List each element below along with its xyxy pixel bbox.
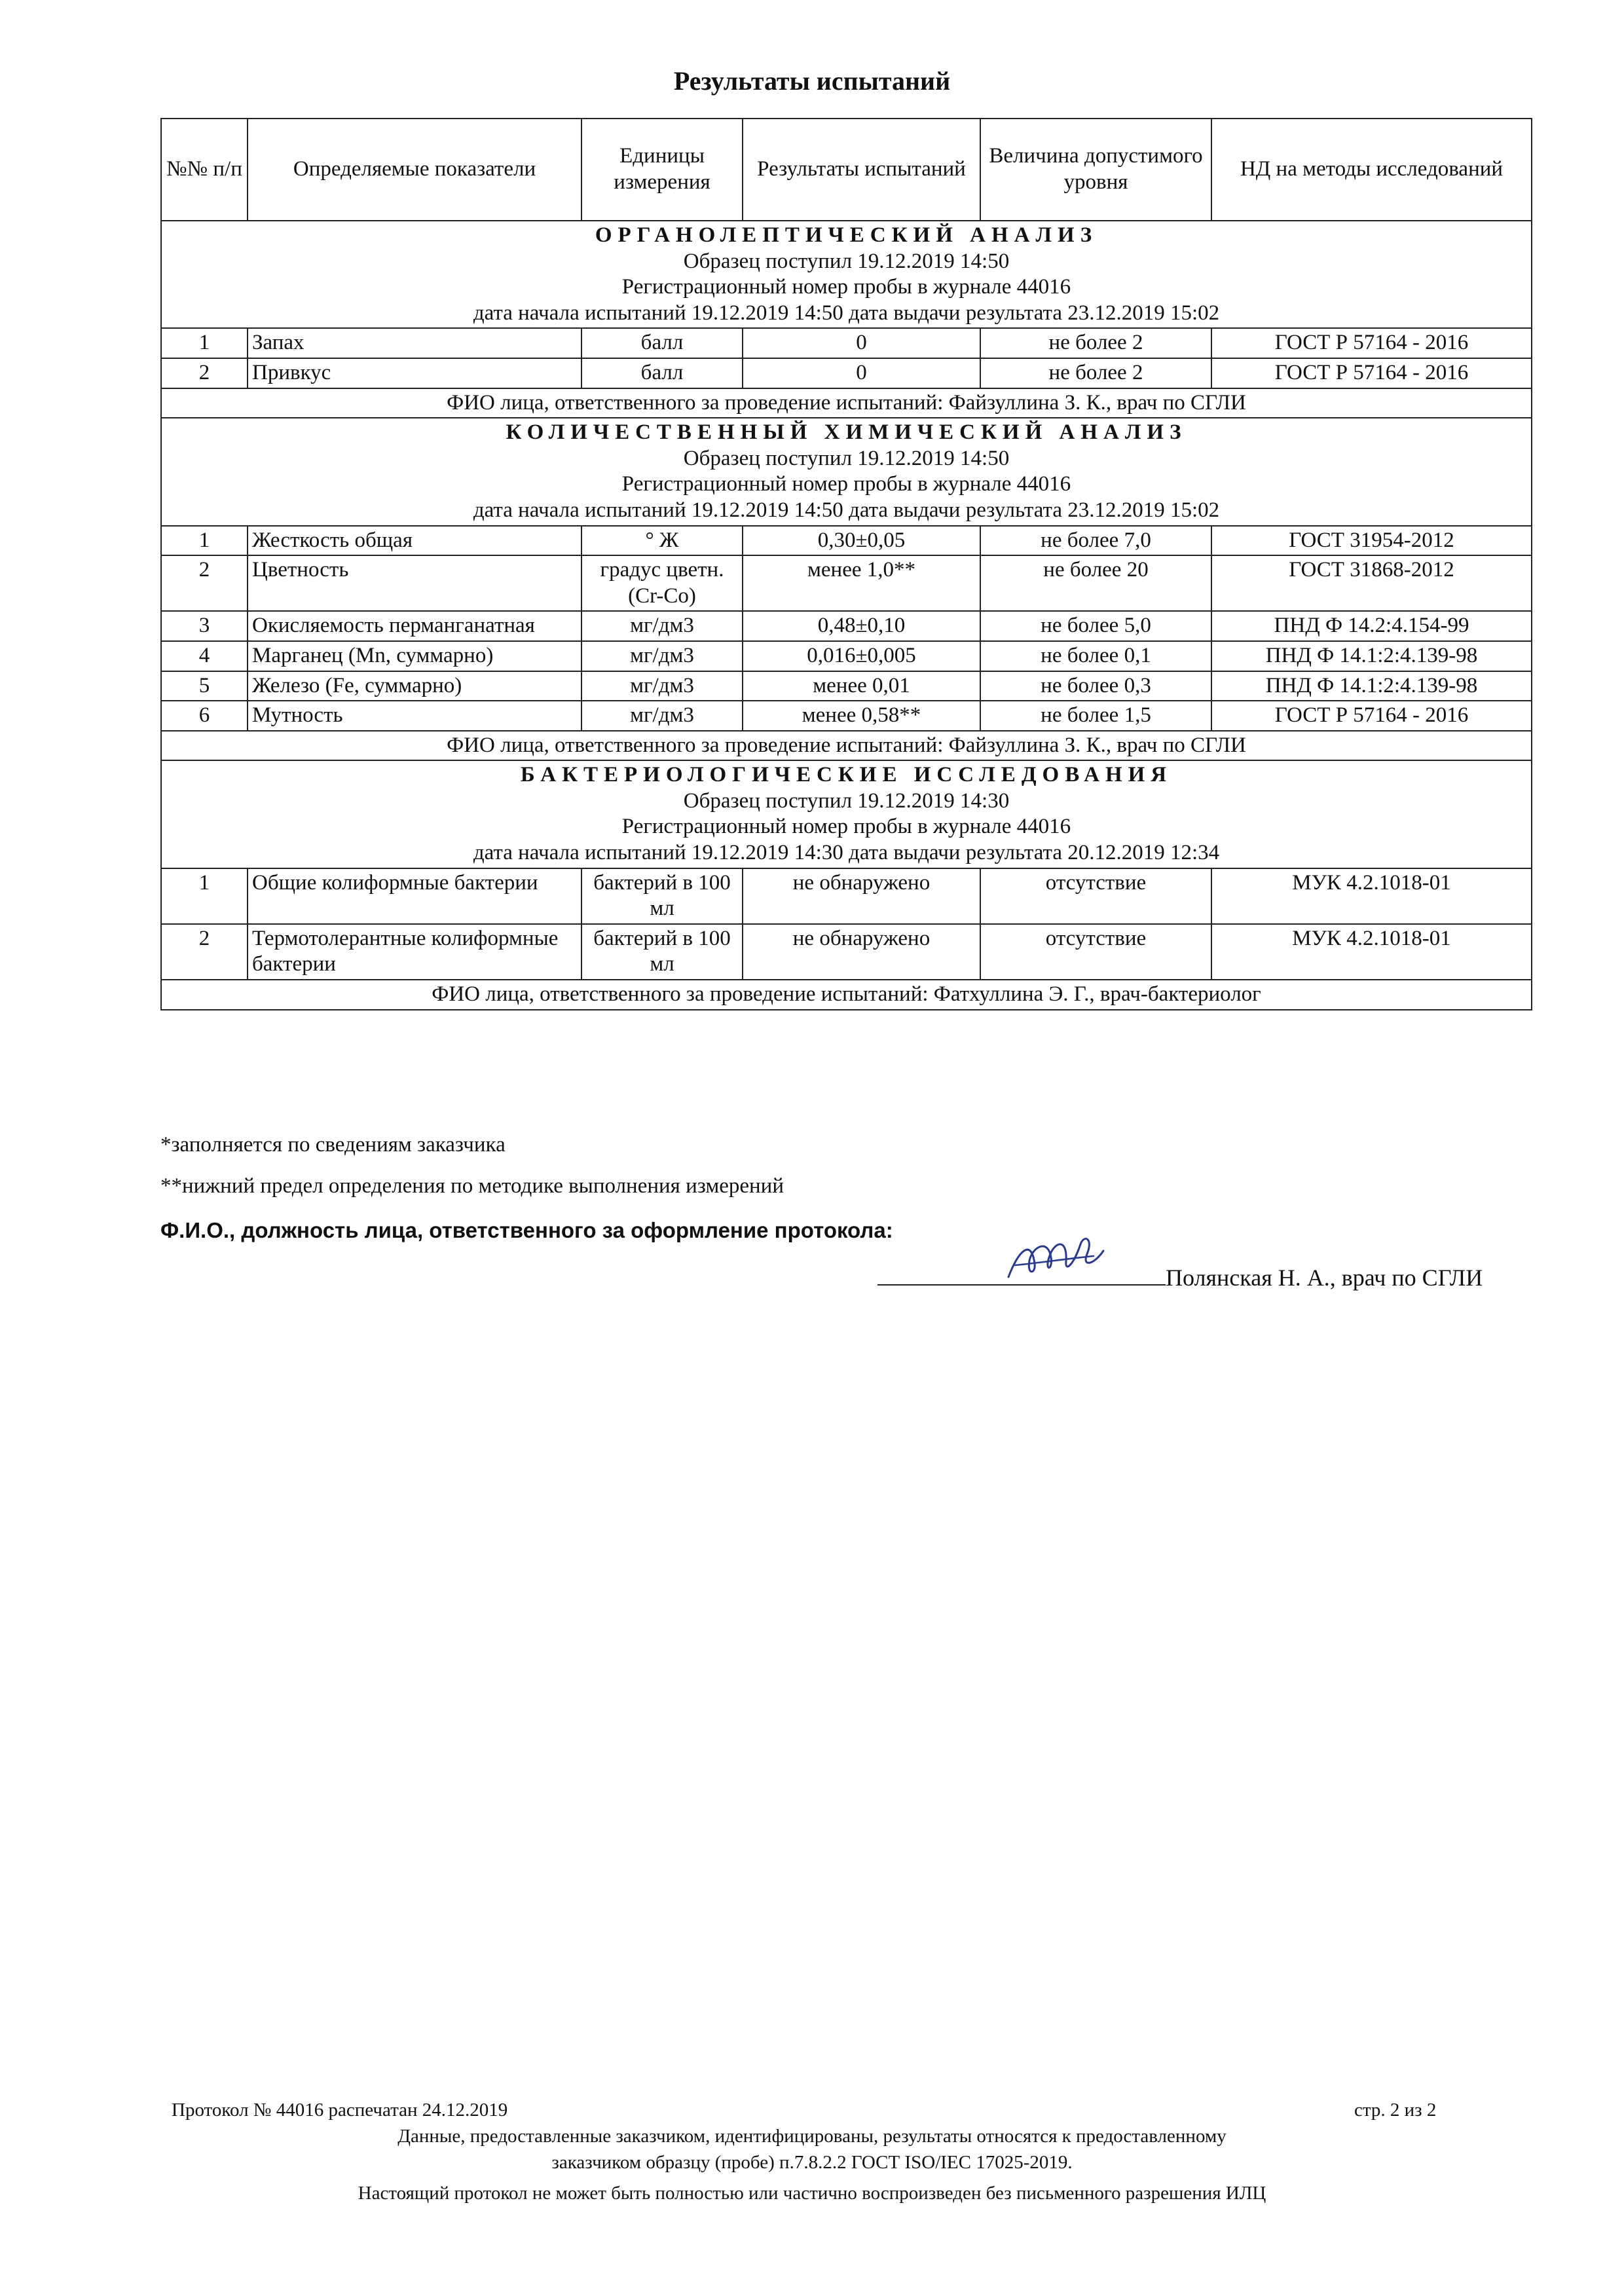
- section-received: Образец поступил 19.12.2019 14:30: [683, 788, 1010, 813]
- row-indicator: Железо (Fe, суммарно): [248, 671, 581, 701]
- row-number: 1: [161, 328, 248, 358]
- row-unit: бактерий в 100 мл: [581, 868, 743, 924]
- row-unit: мг/дм3: [581, 611, 743, 641]
- results-table: [160, 118, 1532, 1010]
- row-method: ПНД Ф 14.1:2:4.139-98: [1211, 641, 1532, 671]
- row-method: ГОСТ 31868-2012: [1211, 555, 1532, 611]
- responsible-row: [161, 388, 1532, 418]
- row-limit: не более 0,1: [980, 641, 1211, 671]
- row-indicator: Мутность: [248, 701, 581, 731]
- section-title: БАКТЕРИОЛОГИЧЕСКИЕ ИССЛЕДОВАНИЯ: [520, 763, 1173, 787]
- row-result: менее 0,58**: [743, 701, 980, 731]
- footer-line-2: заказчиком образцу (пробе) п.7.8.2.2 ГОСТ ISO/IEC 17025-2019.: [551, 2152, 1073, 2173]
- row-result: менее 0,01: [743, 671, 980, 701]
- row-unit: балл: [581, 328, 743, 358]
- row-result: 0: [743, 358, 980, 388]
- header-row: [161, 119, 1532, 221]
- table-row: [161, 328, 1532, 358]
- table-row: [161, 701, 1532, 731]
- section-header: [161, 221, 1532, 328]
- row-indicator: Жесткость общая: [248, 526, 581, 556]
- table-body: [161, 221, 1532, 1010]
- table-row: [161, 555, 1532, 611]
- row-unit: ° Ж: [581, 526, 743, 556]
- footer-page-number: стр. 2 из 2: [1354, 2100, 1437, 2120]
- row-result: менее 1,0**: [743, 555, 980, 611]
- row-number: 6: [161, 701, 248, 731]
- table-row: [161, 358, 1532, 388]
- note-detection-limit: **нижний предел определения по методике выполнения измерений: [160, 1174, 784, 1198]
- row-unit: мг/дм3: [581, 701, 743, 731]
- row-method: ПНД Ф 14.2:4.154-99: [1211, 611, 1532, 641]
- footer-line-3: Настоящий протокол не может быть полностью или частично воспроизведен без письменного разрешения ИЛЦ: [358, 2183, 1266, 2204]
- row-limit: не более 1,5: [980, 701, 1211, 731]
- table-row: [161, 641, 1532, 671]
- row-result: 0,30±0,05: [743, 526, 980, 556]
- table-row: [161, 924, 1532, 980]
- table-row: [161, 868, 1532, 924]
- row-unit: градус цветн.(Cr-Co): [581, 555, 743, 611]
- row-result: 0: [743, 328, 980, 358]
- row-method: ГОСТ Р 57164 - 2016: [1211, 701, 1532, 731]
- row-indicator: Термотолерантные колиформные бактерии: [248, 924, 581, 980]
- row-method: ПНД Ф 14.1:2:4.139-98: [1211, 671, 1532, 701]
- header-units: Единицы измерения: [581, 119, 743, 221]
- row-number: 2: [161, 924, 248, 980]
- row-limit: не более 7,0: [980, 526, 1211, 556]
- row-unit: мг/дм3: [581, 671, 743, 701]
- row-limit: отсутствие: [980, 868, 1211, 924]
- row-limit: не более 2: [980, 358, 1211, 388]
- row-limit: не более 2: [980, 328, 1211, 358]
- section-header: [161, 760, 1532, 868]
- row-number: 1: [161, 526, 248, 556]
- note-responsible-label: Ф.И.О., должность лица, ответственного за оформление протокола:: [160, 1218, 893, 1242]
- table-row: [161, 671, 1532, 701]
- signer-name: Полянская Н. А., врач по СГЛИ: [1166, 1265, 1483, 1291]
- row-number: 3: [161, 611, 248, 641]
- section-reg-number: Регистрационный номер пробы в журнале 44016: [621, 275, 1071, 299]
- responsible-person: ФИО лица, ответственного за проведение испытаний: Файзуллина З. К., врач по СГЛИ: [161, 731, 1532, 761]
- section-title: ОРГАНОЛЕПТИЧЕСКИЙ АНАЛИЗ: [595, 223, 1098, 247]
- section-dates: дата начала испытаний 19.12.2019 14:50 дата выдачи результата 23.12.2019 15:02: [473, 498, 1220, 522]
- header-num: №№ п/п: [161, 119, 248, 221]
- row-method: ГОСТ Р 57164 - 2016: [1211, 358, 1532, 388]
- responsible-person: ФИО лица, ответственного за проведение испытаний: Фатхуллина Э. Г., врач-бактериолог: [161, 980, 1532, 1010]
- section-header-row: [161, 418, 1532, 525]
- section-reg-number: Регистрационный номер пробы в журнале 44016: [621, 472, 1071, 496]
- row-indicator: Марганец (Mn, суммарно): [248, 641, 581, 671]
- responsible-row: [161, 731, 1532, 761]
- row-number: 5: [161, 671, 248, 701]
- page-title: Результаты испытаний: [673, 66, 951, 96]
- row-indicator: Привкус: [248, 358, 581, 388]
- responsible-person: ФИО лица, ответственного за проведение испытаний: Файзуллина З. К., врач по СГЛИ: [161, 388, 1532, 418]
- section-header: [161, 418, 1532, 525]
- header-results: Результаты испытаний: [743, 119, 980, 221]
- row-indicator: Цветность: [248, 555, 581, 611]
- row-limit: не более 20: [980, 555, 1211, 611]
- row-unit: мг/дм3: [581, 641, 743, 671]
- section-reg-number: Регистрационный номер пробы в журнале 44016: [621, 815, 1071, 839]
- section-title: КОЛИЧЕСТВЕННЫЙ ХИМИЧЕСКИЙ АНАЛИЗ: [506, 420, 1187, 445]
- section-dates: дата начала испытаний 19.12.2019 14:30 дата выдачи результата 20.12.2019 12:34: [473, 841, 1220, 865]
- row-method: МУК 4.2.1018-01: [1211, 924, 1532, 980]
- section-dates: дата начала испытаний 19.12.2019 14:50 дата выдачи результата 23.12.2019 15:02: [473, 301, 1220, 325]
- row-method: ГОСТ 31954-2012: [1211, 526, 1532, 556]
- row-result: 0,016±0,005: [743, 641, 980, 671]
- table-row: [161, 526, 1532, 556]
- row-unit: бактерий в 100 мл: [581, 924, 743, 980]
- section-header-row: [161, 221, 1532, 328]
- signature-mark: [995, 1225, 1113, 1290]
- row-number: 1: [161, 868, 248, 924]
- row-limit: не более 5,0: [980, 611, 1211, 641]
- note-customer: *заполняется по сведениям заказчика: [160, 1133, 506, 1157]
- header-indicator: Определяемые показатели: [248, 119, 581, 221]
- row-method: ГОСТ Р 57164 - 2016: [1211, 328, 1532, 358]
- section-received: Образец поступил 19.12.2019 14:50: [683, 249, 1010, 273]
- section-header-row: [161, 760, 1532, 868]
- table-row: [161, 611, 1532, 641]
- footer-line-1: Данные, предоставленные заказчиком, идентифицированы, результаты относятся к предоставленному: [397, 2126, 1227, 2147]
- row-number: 2: [161, 555, 248, 611]
- row-result: не обнаружено: [743, 868, 980, 924]
- footer-protocol: Протокол № 44016 распечатан 24.12.2019: [172, 2100, 508, 2120]
- header-method: НД на методы исследований: [1211, 119, 1532, 221]
- section-received: Образец поступил 19.12.2019 14:50: [683, 446, 1010, 470]
- header-limit: Величина допустимого уровня: [980, 119, 1211, 221]
- row-limit: не более 0,3: [980, 671, 1211, 701]
- row-number: 4: [161, 641, 248, 671]
- row-result: не обнаружено: [743, 924, 980, 980]
- row-limit: отсутствие: [980, 924, 1211, 980]
- row-method: МУК 4.2.1018-01: [1211, 868, 1532, 924]
- row-indicator: Общие колиформные бактерии: [248, 868, 581, 924]
- row-number: 2: [161, 358, 248, 388]
- row-indicator: Окисляемость перманганатная: [248, 611, 581, 641]
- row-result: 0,48±0,10: [743, 611, 980, 641]
- row-indicator: Запах: [248, 328, 581, 358]
- responsible-row: [161, 980, 1532, 1010]
- row-unit: балл: [581, 358, 743, 388]
